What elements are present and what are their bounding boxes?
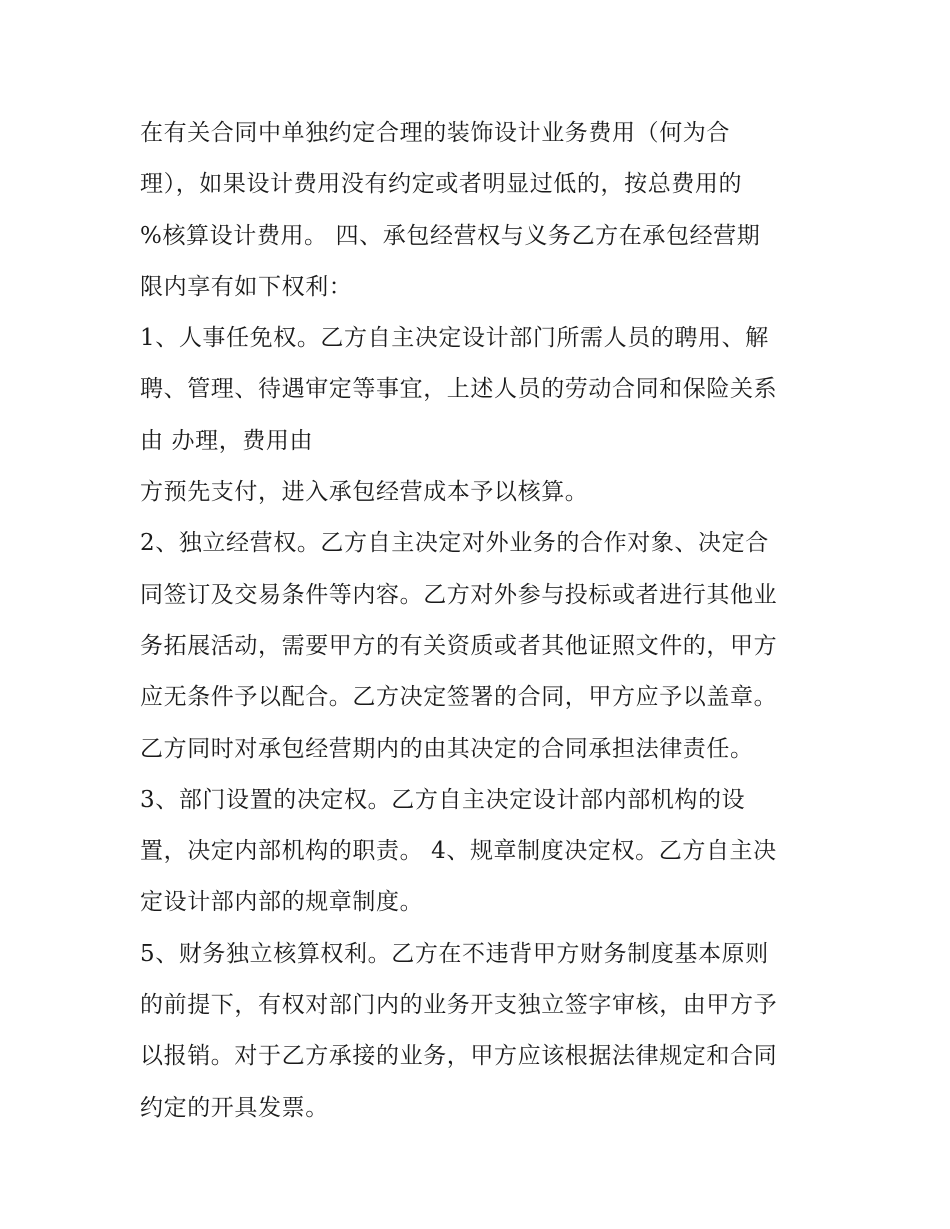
text-line-14: 3、部门设置的决定权。乙方自主决定设计部内部机构的设 (140, 786, 746, 813)
text-line-19: 以报销。对于乙方承接的业务，甲方应该根据法律规定和合同 (140, 1043, 778, 1070)
text-line-12: 应无条件予以配合。乙方决定签署的合同，甲方应予以盖章。 (140, 684, 778, 711)
contract-text (140, 108, 830, 1134)
text-line-6: 聘、管理、待遇审定等事宜，上述人员的劳动合同和保险关系 (140, 376, 778, 403)
text-line-16: 定设计部内部的规章制度。 (140, 889, 424, 916)
text-line-2: 理），如果设计费用没有约定或者明显过低的，按总费用的 (140, 171, 743, 198)
text-line-20: 约定的开具发票。 (140, 1094, 329, 1121)
text-line-17: 5、财务独立核算权利。乙方在不违背甲方财务制度基本原则 (140, 940, 769, 967)
text-line-8: 方预先支付，进入承包经营成本予以核算。 (140, 479, 589, 506)
text-line-1: 在有关合同中单独约定合理的装饰设计业务费用（何为合 (140, 120, 730, 146)
text-line-3: %核算设计费用。 四、承包经营权与义务乙方在承包经营期 (140, 222, 761, 249)
text-line-15: 置，决定内部机构的职责。 4、规章制度决定权。乙方自主决 (140, 838, 777, 865)
text-line-18: 的前提下，有权对部门内的业务开支独立签字审核，由甲方予 (140, 992, 778, 1019)
text-line-7: 由 办理，费用由 (140, 427, 314, 454)
text-line-13: 乙方同时对承包经营期内的由其决定的合同承担法律责任。 (140, 735, 754, 762)
text-line-9: 2、独立经营权。乙方自主决定对外业务的合作对象、决定合 (140, 530, 769, 557)
text-line-11: 务拓展活动，需要甲方的有关资质或者其他证照文件的，甲方 (140, 632, 778, 659)
text-line-5: 1、人事任免权。乙方自主决定设计部门所需人员的聘用、解 (140, 325, 769, 352)
text-line-10: 同签订及交易条件等内容。乙方对外参与投标或者进行其他业 (140, 581, 778, 608)
text-line-4: 限内享有如下权利： (140, 273, 353, 300)
